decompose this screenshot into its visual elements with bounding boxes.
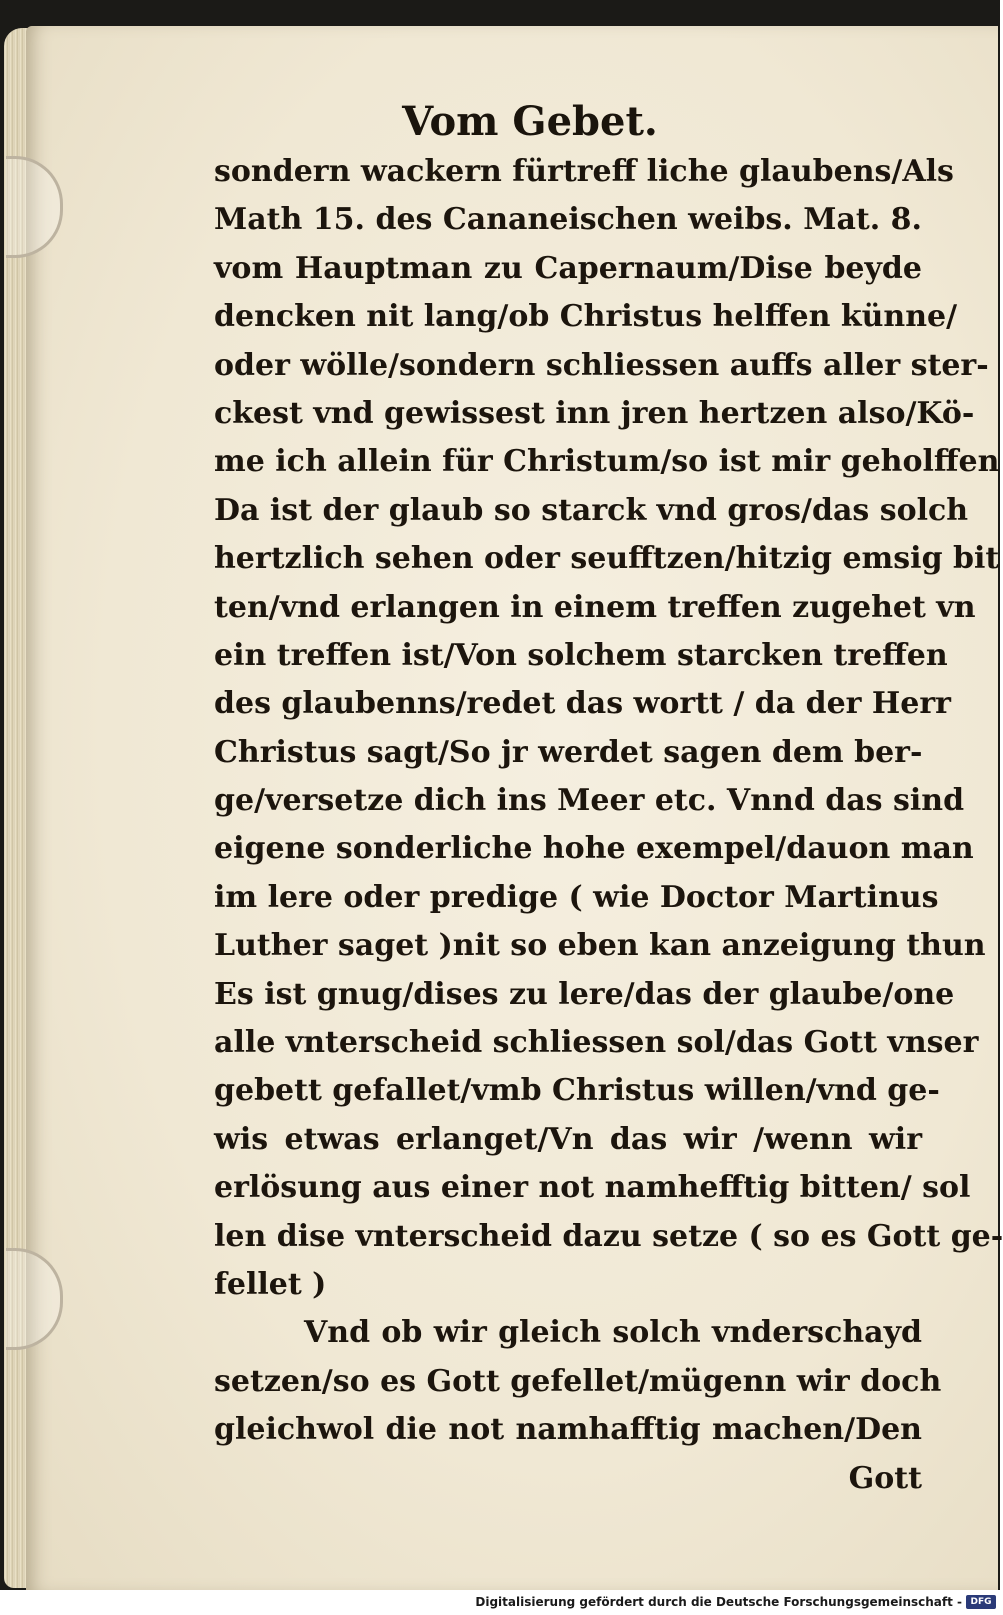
text-line: Luther saget )nit so eben kan anzeigung thun [214,928,986,964]
text-line: fellet ) [214,1266,327,1302]
text-line: ckest vnd gewissest inn jren hertzen also/Kö- [214,395,975,431]
text-line: ge/versetze dich ins Meer etc. Vnnd das sind [214,783,965,819]
text-line: Math 15. des Cananeischen weibs. Mat. 8. [214,202,922,238]
text-line: eigene sonderliche hohe exempel/dauon man [214,831,974,867]
dfg-logo: DFG [966,1595,996,1609]
text-line: im lere oder predige ( wie Doctor Martinus [214,879,939,915]
text-line: me ich allein für Christum/so ist mir geholffen [214,444,1000,480]
footer-bar [0,1590,1000,1615]
text-line: erlösung aus einer not namhefftig bitten/ sol [214,1170,971,1206]
text-line: vom Hauptman zu Capernaum/Dise beyde [214,250,922,286]
text-line: des glaubenns/redet das wortt / da der Herr [214,686,951,722]
text-line: len dise vnterscheid dazu setze ( so es Gott ge- [214,1218,1003,1254]
text-line: wis etwas erlanget/Vn das wir /wenn wir [214,1121,922,1157]
text-line: Vnd ob wir gleich solch vnderschayd [304,1315,922,1351]
text-line: hertzlich sehen oder seufftzen/hitzig emsig bit [214,541,1000,577]
text-line: Es ist gnug/dises zu lere/das der glaube/one [214,976,955,1012]
text-line: gleichwol die not namhafftig machen/Den [214,1412,922,1448]
text-line: gebett gefallet/vmb Christus willen/vnd ge- [214,1073,940,1109]
text-line: Christus sagt/So jr werdet sagen dem ber- [214,734,923,770]
text-line: sondern wackern fürtreff liche glaubens/Als [214,154,954,189]
text-line: dencken nit lang/ob Christus helffen künne/ [214,299,958,335]
text-line: oder wölle/sondern schliessen auffs aller ster- [214,347,989,383]
text-line: alle vnterscheid schliessen sol/das Gott vnser [214,1025,979,1061]
page-heading: Vom Gebet. [402,98,658,145]
body-text [214,148,1003,1503]
text-line: ten/vnd erlangen in einem treffen zugehet vn [214,589,976,625]
text-line: ein treffen ist/Von solchem starcken treffen [214,637,948,673]
text-line: setzen/so es Gott gefellet/mügenn wir doch [214,1363,942,1399]
text-line: Da ist der glaub so starck vnd gros/das solch [214,492,969,528]
footer-credit: Digitalisierung gefördert durch die Deutsche Forschungsgemeinschaft - [475,1595,962,1609]
catchword: Gott [848,1460,922,1496]
